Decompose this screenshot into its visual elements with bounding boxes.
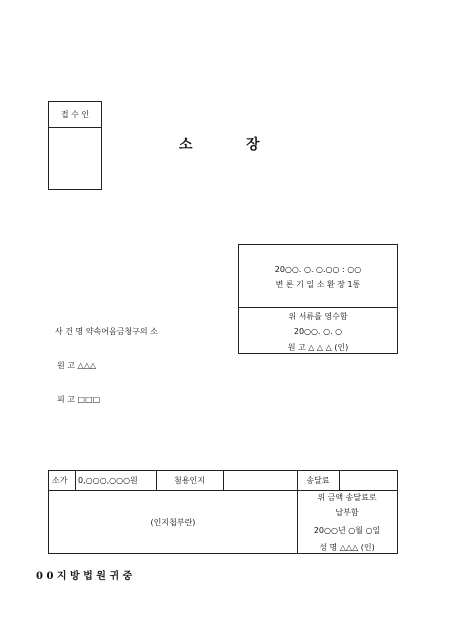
hearing-summons-box xyxy=(238,244,398,354)
stamp-attach-area: (인지첩부란) xyxy=(150,518,196,527)
fees-table xyxy=(48,470,398,554)
stamp-label: 접 수 인 xyxy=(60,110,90,119)
stamp-value: 0,○○○,○○○원 xyxy=(78,476,138,485)
receipt-title: 위 서류를 영수함 xyxy=(288,312,348,321)
payment-line-2: 납부함 xyxy=(335,508,359,517)
payment-date: 20○○년 ○월 ○일 xyxy=(313,526,381,535)
hearing-box-divider xyxy=(239,307,397,308)
court-name: 0 0 지 방 법 원 귀 중 xyxy=(36,571,133,582)
payment-line-1: 위 금액 송달료로 xyxy=(317,493,377,502)
receipt-signer: 원 고 △ △ △ (인) xyxy=(287,343,349,352)
hearing-datetime: 20○○. ○. ○.○○ : ○○ xyxy=(274,265,362,274)
stamp-affixed-label: 첨용인지 xyxy=(174,476,205,485)
service-fee-label: 송달료 xyxy=(306,476,330,485)
stamp-divider xyxy=(49,127,101,128)
plaintiff: 원 고 △△△ xyxy=(57,361,96,370)
fees-col-divider xyxy=(223,471,224,490)
receipt-stamp-box xyxy=(48,101,102,190)
receipt-date: 20○○. ○. ○ xyxy=(293,327,343,336)
payer-signature: 성 명 △△△ (인) xyxy=(319,543,375,552)
case-name: 사 건 명 약속어음금청구의 소 xyxy=(55,327,158,336)
title-right-char: 장 xyxy=(246,137,260,153)
fees-row-divider xyxy=(49,490,397,491)
fees-col-divider xyxy=(339,471,340,490)
defendant: 피 고 □□□ xyxy=(57,395,101,404)
fees-col-divider xyxy=(75,471,76,490)
stamp-value-label: 소가 xyxy=(52,476,68,485)
title-left-char: 소 xyxy=(179,137,193,153)
summons-label: 변 론 기 일 소 환 장 1통 xyxy=(275,280,361,289)
